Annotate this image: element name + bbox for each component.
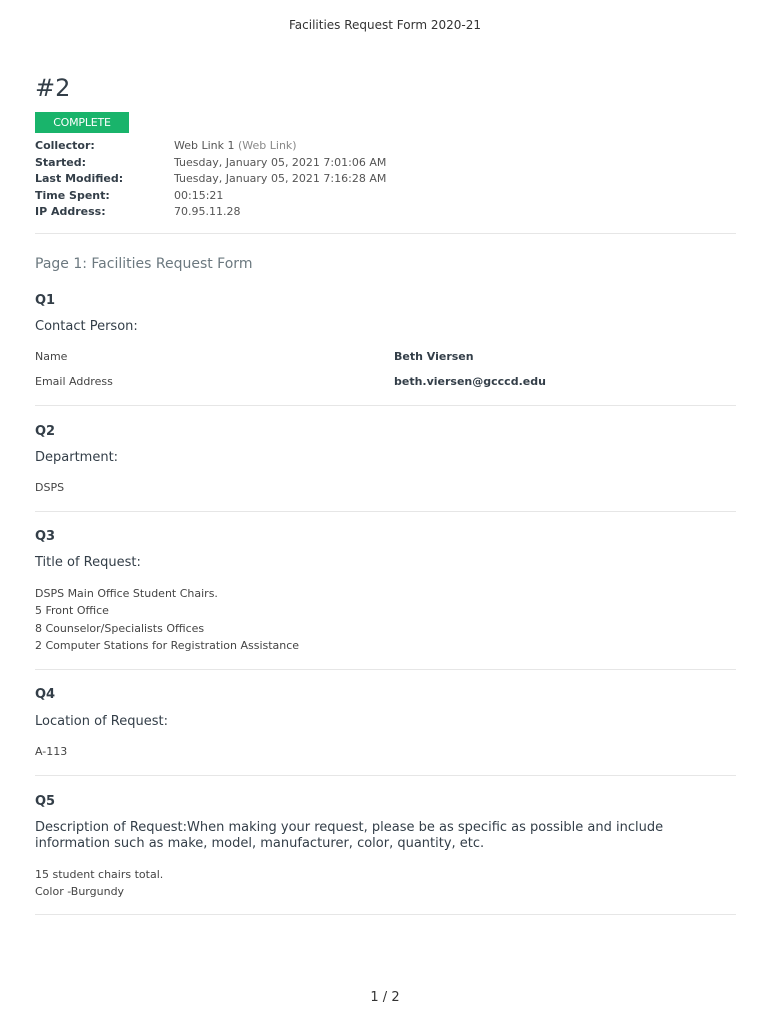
- meta-label: Started:: [35, 155, 87, 169]
- answer-text: [35, 585, 299, 655]
- page-indicator: 1 / 2: [370, 990, 400, 1005]
- answer-line: DSPS Main Office Student Chairs.: [35, 587, 218, 600]
- answer-line: DSPS: [35, 481, 65, 494]
- collector-name: Web Link 1: [174, 139, 235, 152]
- question-number: Q3: [35, 529, 56, 544]
- document-title: Facilities Request Form 2020-21: [289, 18, 481, 32]
- answer-line: 15 student chairs total.: [35, 868, 164, 881]
- answer-text: [35, 479, 64, 496]
- answer-line: 5 Front Office: [35, 604, 109, 618]
- answer-line: 2 Computer Stations for Registration Assistance: [35, 639, 300, 653]
- question-text: Location of Request:: [35, 714, 168, 729]
- page-title: Page 1: Facilities Request Form: [35, 256, 253, 272]
- collector-type: (Web Link): [238, 139, 297, 152]
- field-label-email: Email Address: [35, 375, 113, 388]
- question-number: Q4: [35, 687, 56, 702]
- meta-value: 70.95.11.28: [174, 205, 241, 219]
- meta-label: Last Modified:: [35, 172, 124, 186]
- question-text: Description of Request:When making your request, please be as specific as possible and include information such as make, model, manufacturer, color, quantity, etc.: [35, 820, 664, 851]
- meta-value: Tuesday, January 05, 2021 7:16:28 AM: [174, 172, 387, 186]
- meta-label: Time Spent:: [35, 188, 110, 202]
- field-label-name: Name: [35, 350, 68, 363]
- divider: [35, 914, 736, 915]
- meta-row-ip-address: [35, 205, 386, 222]
- question-text: Title of Request:: [35, 555, 141, 570]
- meta-value: Tuesday, January 05, 2021 7:01:06 AM: [174, 155, 387, 169]
- answer-line: 8 Counselor/Specialists Offices: [35, 621, 205, 635]
- answer-line: Color -Burgundy: [35, 885, 125, 899]
- meta-value: [174, 139, 297, 156]
- response-number: #2: [35, 74, 71, 102]
- meta-row-started: [35, 156, 386, 173]
- question-number: Q2: [35, 424, 56, 439]
- field-value-name: Beth Viersen: [394, 350, 474, 363]
- answer-text: [35, 743, 67, 760]
- question-text: Department:: [35, 450, 119, 465]
- question-number: Q1: [35, 293, 56, 308]
- meta-row-collector: [35, 139, 386, 156]
- meta-value: 00:15:21: [174, 188, 224, 202]
- divider: [35, 233, 736, 234]
- status-badge: COMPLETE: [35, 112, 129, 133]
- meta-row-last-modified: [35, 172, 386, 189]
- answer-line: A-113: [35, 745, 68, 758]
- meta-label: IP Address:: [35, 205, 106, 219]
- divider: [35, 775, 736, 776]
- meta-row-time-spent: [35, 189, 386, 206]
- divider: [35, 511, 736, 512]
- question-text: Contact Person:: [35, 319, 138, 334]
- answer-text: [35, 866, 163, 901]
- response-metadata: [35, 139, 386, 222]
- divider: [35, 669, 736, 670]
- meta-label: Collector:: [35, 139, 95, 152]
- divider: [35, 405, 736, 406]
- question-number: Q5: [35, 794, 56, 809]
- field-value-email: beth.viersen@gcccd.edu: [394, 375, 546, 388]
